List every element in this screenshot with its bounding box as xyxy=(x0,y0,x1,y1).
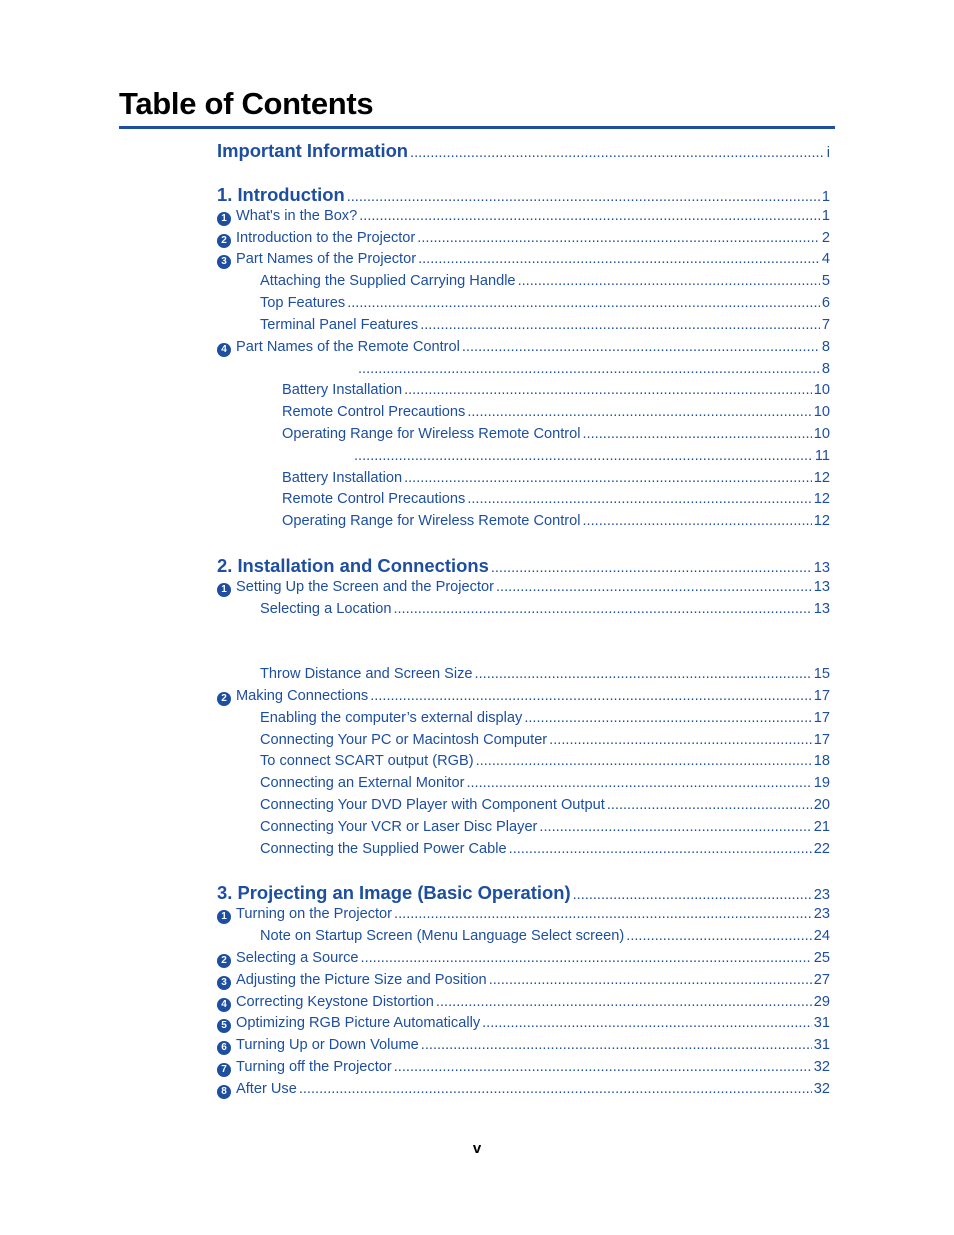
toc-entry-label: Connecting Your VCR or Laser Disc Player xyxy=(260,819,538,835)
toc-entry[interactable] xyxy=(282,469,830,487)
toc-page-number: 2 xyxy=(821,230,830,246)
toc-entry-label: Optimizing RGB Picture Automatically xyxy=(236,1015,481,1031)
toc-section-heading[interactable] xyxy=(217,555,830,579)
toc-entry-label: Turning on the Projector xyxy=(236,906,393,922)
dot-leader xyxy=(466,774,811,792)
toc-entry-label: Selecting a Source xyxy=(236,950,359,966)
toc-entry[interactable] xyxy=(217,1058,830,1076)
toc-page-number: 25 xyxy=(813,950,830,966)
toc-entry[interactable] xyxy=(282,381,830,399)
toc-entry[interactable] xyxy=(260,774,830,792)
dot-leader xyxy=(509,840,812,858)
dot-leader xyxy=(491,557,812,579)
dot-leader xyxy=(354,447,813,465)
dot-leader xyxy=(359,207,820,225)
toc-entry[interactable] xyxy=(217,338,830,356)
toc-page-number: 1 xyxy=(821,189,830,205)
number-badge-icon: 4 xyxy=(217,343,231,357)
toc-page-number: 10 xyxy=(813,426,830,442)
dot-leader xyxy=(607,796,812,814)
toc-entry[interactable] xyxy=(282,490,830,508)
dot-leader xyxy=(410,142,825,164)
toc-entry[interactable] xyxy=(282,512,830,530)
toc-entry-label: Part Names of the Remote Control xyxy=(236,339,460,355)
number-badge-icon: 8 xyxy=(217,1085,231,1099)
toc-entry-label: 2. Installation and Connections xyxy=(217,555,489,576)
toc-entry[interactable] xyxy=(260,752,830,770)
toc-entry-label: Remote Control Precautions xyxy=(282,491,466,507)
number-badge-icon: 1 xyxy=(217,910,231,924)
toc-section-heading[interactable] xyxy=(217,882,830,906)
toc-entry[interactable] xyxy=(217,578,830,596)
number-badge-icon: 3 xyxy=(217,976,231,990)
dot-leader xyxy=(420,316,820,334)
dot-leader xyxy=(518,272,820,290)
toc-page-number: i xyxy=(826,145,830,161)
dot-leader xyxy=(583,512,812,530)
toc-page-number: 17 xyxy=(813,732,830,748)
toc-entry[interactable] xyxy=(260,927,830,945)
toc-entry-label: Note on Startup Screen (Menu Language Select screen) xyxy=(260,928,625,944)
dot-leader xyxy=(347,186,820,208)
toc-page-number: 32 xyxy=(813,1081,830,1097)
dot-leader xyxy=(583,425,812,443)
dot-leader xyxy=(436,993,812,1011)
toc-page-number: 12 xyxy=(813,513,830,529)
toc-entry-label: Operating Range for Wireless Remote Control xyxy=(282,426,581,442)
toc-page-number: 12 xyxy=(813,470,830,486)
toc-entry[interactable] xyxy=(217,207,830,225)
toc-page-number: 17 xyxy=(813,710,830,726)
number-badge-icon: 7 xyxy=(217,1063,231,1077)
toc-entry[interactable] xyxy=(217,1014,830,1032)
number-badge-icon: 2 xyxy=(217,954,231,968)
dot-leader xyxy=(476,752,812,770)
toc-page-number: 19 xyxy=(813,775,830,791)
dot-leader xyxy=(475,665,812,683)
dot-leader xyxy=(347,294,820,312)
toc-entry[interactable] xyxy=(217,1080,830,1098)
number-badge-icon: 5 xyxy=(217,1019,231,1033)
toc-entry-label: To connect SCART output (RGB) xyxy=(260,753,474,769)
toc-entry[interactable] xyxy=(217,905,830,923)
toc-page-number: 31 xyxy=(813,1037,830,1053)
toc-entry-label: Remote Control Precautions xyxy=(282,404,466,420)
dot-leader xyxy=(626,927,812,945)
toc-page-number: 13 xyxy=(813,601,830,617)
toc-section-heading[interactable] xyxy=(217,184,830,208)
dot-leader xyxy=(299,1080,812,1098)
toc-entry-label: Operating Range for Wireless Remote Control xyxy=(282,513,581,529)
toc-page-number: 13 xyxy=(813,560,830,576)
toc-entry-label: Part Names of the Projector xyxy=(236,251,417,267)
toc-page-number: 13 xyxy=(813,579,830,595)
toc-page-number: 31 xyxy=(813,1015,830,1031)
toc-entry-label: Turning Up or Down Volume xyxy=(236,1037,419,1053)
toc-entry[interactable] xyxy=(217,993,830,1011)
toc-page-number: 20 xyxy=(813,797,830,813)
toc-entry[interactable] xyxy=(260,600,830,618)
toc-entry-label: Battery Installation xyxy=(282,470,403,486)
dot-leader xyxy=(370,687,812,705)
toc-entry-label: What's in the Box? xyxy=(236,208,358,224)
toc-entry-label: 1. Introduction xyxy=(217,184,345,205)
toc-page-number: 8 xyxy=(821,361,830,377)
toc-page-number: 1 xyxy=(821,208,830,224)
toc-entry-label: Battery Installation xyxy=(282,382,403,398)
toc-page-number: 18 xyxy=(813,753,830,769)
toc-entry[interactable] xyxy=(260,665,830,683)
toc-page-number: 8 xyxy=(821,339,830,355)
page-title: Table of Contents xyxy=(119,86,374,121)
toc-entry-label: Attaching the Supplied Carrying Handle xyxy=(260,273,516,289)
toc-entry[interactable] xyxy=(282,403,830,421)
dot-leader xyxy=(482,1014,812,1032)
toc-entry[interactable] xyxy=(356,360,830,378)
toc-entry[interactable] xyxy=(260,731,830,749)
dot-leader xyxy=(417,229,820,247)
toc-entry-label: Connecting the Supplied Power Cable xyxy=(260,841,507,857)
toc-page-number: 15 xyxy=(813,666,830,682)
toc-entry-label: After Use xyxy=(236,1081,297,1097)
toc-page-number: 24 xyxy=(813,928,830,944)
dot-leader xyxy=(467,490,811,508)
toc-entry[interactable] xyxy=(260,294,830,312)
dot-leader xyxy=(418,250,820,268)
toc-entry-label: Introduction to the Projector xyxy=(236,230,416,246)
toc-entry-label: Turning off the Projector xyxy=(236,1059,392,1075)
toc-entry[interactable] xyxy=(217,949,830,967)
toc-page-number: 4 xyxy=(821,251,830,267)
toc-page-number: 23 xyxy=(813,887,830,903)
toc-entry[interactable] xyxy=(260,818,830,836)
toc-entry-label: Adjusting the Picture Size and Position xyxy=(236,972,487,988)
toc-entry[interactable] xyxy=(217,687,830,705)
toc-page-number: 32 xyxy=(813,1059,830,1075)
toc-entry[interactable] xyxy=(260,316,830,334)
toc-entry[interactable] xyxy=(260,796,830,814)
toc-entry[interactable] xyxy=(217,229,830,247)
toc-page-number: 7 xyxy=(821,317,830,333)
toc-page-number: 17 xyxy=(813,688,830,704)
dot-leader xyxy=(394,1058,812,1076)
toc-entry-label: Connecting Your PC or Macintosh Computer xyxy=(260,732,548,748)
dot-leader xyxy=(496,578,812,596)
dot-leader xyxy=(393,600,811,618)
dot-leader xyxy=(467,403,811,421)
number-badge-icon: 2 xyxy=(217,234,231,248)
toc-page-number: 12 xyxy=(813,491,830,507)
dot-leader xyxy=(539,818,811,836)
title-rule xyxy=(119,126,835,129)
toc-entry[interactable] xyxy=(260,840,830,858)
toc-entry[interactable] xyxy=(352,447,830,465)
number-badge-icon: 6 xyxy=(217,1041,231,1055)
dot-leader xyxy=(462,338,820,356)
dot-leader xyxy=(404,381,812,399)
dot-leader xyxy=(404,469,812,487)
toc-entry[interactable] xyxy=(217,1036,830,1054)
toc-page-number: 10 xyxy=(813,404,830,420)
toc-entry-label: Top Features xyxy=(260,295,346,311)
number-badge-icon: 1 xyxy=(217,212,231,226)
dot-leader xyxy=(524,709,811,727)
number-badge-icon: 2 xyxy=(217,692,231,706)
toc-entry-label: Setting Up the Screen and the Projector xyxy=(236,579,494,595)
toc-page-number: 23 xyxy=(813,906,830,922)
toc-entry-label: Connecting Your DVD Player with Component Output xyxy=(260,797,605,813)
toc-page-number: 6 xyxy=(821,295,830,311)
toc-section-heading[interactable] xyxy=(217,140,830,164)
toc-entry-label: Connecting an External Monitor xyxy=(260,775,465,791)
toc-entry[interactable] xyxy=(260,272,830,290)
toc-page-number: 10 xyxy=(813,382,830,398)
toc-entry-label: Correcting Keystone Distortion xyxy=(236,994,434,1010)
dot-leader xyxy=(394,905,812,923)
dot-leader xyxy=(489,971,812,989)
dot-leader xyxy=(358,360,820,378)
toc-page-number: 5 xyxy=(821,273,830,289)
toc-page-number: 21 xyxy=(813,819,830,835)
toc-page-number: 11 xyxy=(814,448,830,464)
toc-page-number: 22 xyxy=(813,841,830,857)
toc-entry-label: Enabling the computer’s external display xyxy=(260,710,523,726)
toc-entry[interactable] xyxy=(217,250,830,268)
toc-entry[interactable] xyxy=(217,971,830,989)
toc-page-number: 29 xyxy=(813,994,830,1010)
toc-entry-label: Throw Distance and Screen Size xyxy=(260,666,473,682)
toc-page-number: 27 xyxy=(813,972,830,988)
number-badge-icon: 4 xyxy=(217,998,231,1012)
toc-entry-label: Terminal Panel Features xyxy=(260,317,419,333)
dot-leader xyxy=(421,1036,812,1054)
toc-entry[interactable] xyxy=(282,425,830,443)
number-badge-icon: 1 xyxy=(217,583,231,597)
toc-entry-label: Important Information xyxy=(217,140,409,161)
dot-leader xyxy=(361,949,812,967)
dot-leader xyxy=(549,731,812,749)
toc-entry-label: Making Connections xyxy=(236,688,369,704)
toc-entry-label: 3. Projecting an Image (Basic Operation) xyxy=(217,882,571,903)
toc-entry[interactable] xyxy=(260,709,830,727)
page-number: v xyxy=(472,1140,482,1157)
number-badge-icon: 3 xyxy=(217,255,231,269)
dot-leader xyxy=(573,884,812,906)
toc-entry-label: Selecting a Location xyxy=(260,601,392,617)
